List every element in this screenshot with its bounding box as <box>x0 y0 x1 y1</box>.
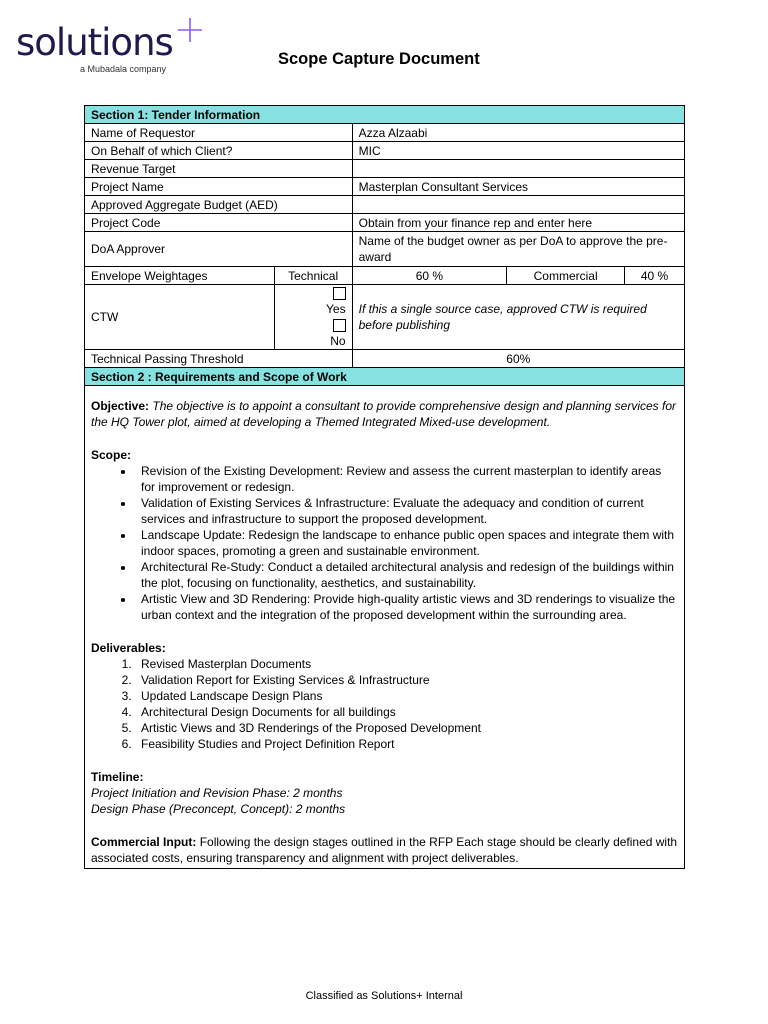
list-item: 4. Architectural Design Documents for all buildings <box>135 704 678 720</box>
list-item: 6. Feasibility Studies and Project Definition Report <box>135 736 678 752</box>
doa-approver-field[interactable]: Name of the budget owner as per DoA to approve the pre-award <box>352 232 684 267</box>
threshold-field[interactable]: 60% <box>352 350 684 368</box>
section1-header-row <box>85 106 685 124</box>
ctw-no-checkbox[interactable] <box>333 319 346 332</box>
revenue-target-field[interactable] <box>352 160 684 178</box>
scope-form-table <box>84 105 685 869</box>
ctw-row <box>85 285 685 350</box>
timeline-item: Project Initiation and Revision Phase: 2 months <box>91 786 343 800</box>
logo-wordmark: solutions <box>16 21 173 64</box>
list-item: 1. Revised Masterplan Documents <box>135 656 678 672</box>
scope-of-work-body <box>85 386 685 869</box>
field-label: Revenue Target <box>85 160 353 178</box>
field-label: Project Code <box>85 214 353 232</box>
requestor-field[interactable]: Azza Alzaabi <box>352 124 684 142</box>
section2-header-row <box>85 368 685 386</box>
page-title: Scope Capture Document <box>278 50 480 68</box>
ctw-no-label: No <box>330 334 346 348</box>
budget-field[interactable] <box>352 196 684 214</box>
project-code-field[interactable]: Obtain from your finance rep and enter here <box>352 214 684 232</box>
commercial-text: Following the design stages outlined in the RFP Each stage should be clearly defined with associated costs, ensuring transparency and alignment with project deliverables. <box>91 835 678 865</box>
ctw-note: If this a single source case, approved CTW is required before publishing <box>352 285 684 350</box>
threshold-row <box>85 350 685 368</box>
scope-body-row <box>85 386 685 869</box>
company-logo <box>16 21 173 74</box>
ctw-yes-checkbox[interactable] <box>333 287 346 300</box>
deliverables-label: Deliverables: <box>91 641 166 655</box>
field-label: DoA Approver <box>85 232 353 267</box>
list-item: 3. Updated Landscape Design Plans <box>135 688 678 704</box>
list-item: • Validation of Existing Services & Infrastructure: Evaluate the adequacy and condition of current services and infrastructure to support the proposed development. <box>135 495 678 527</box>
objective-label: Objective: <box>91 399 150 413</box>
scope-list <box>91 463 678 623</box>
commercial-label: Commercial Input: <box>91 835 197 849</box>
commercial-weight-field[interactable]: 40 % <box>625 267 685 285</box>
ctw-yes-label: Yes <box>326 302 346 316</box>
deliverables-list <box>91 656 678 752</box>
field-label: On Behalf of which Client? <box>85 142 353 160</box>
classification-footer: Classified as Solutions+ Internal <box>305 990 463 1002</box>
commercial-paragraph <box>91 834 678 866</box>
list-item: 2. Validation Report for Existing Services & Infrastructure <box>135 672 678 688</box>
ctw-options <box>274 285 352 350</box>
list-item: • Artistic View and 3D Rendering: Provide high-quality artistic views and 3D renderings to visualize the urban context and the integration of the proposed development within the surrounding area. <box>135 591 678 623</box>
plus-icon <box>176 16 204 44</box>
table-row <box>85 142 685 160</box>
section2-header: Section 2 : Requirements and Scope of Work <box>85 368 685 386</box>
field-label: Project Name <box>85 178 353 196</box>
technical-weight-field[interactable]: 60 % <box>352 267 507 285</box>
field-label: Approved Aggregate Budget (AED) <box>85 196 353 214</box>
list-item: • Revision of the Existing Development: Review and assess the current masterplan to identify areas for improvement or redesign. <box>135 463 678 495</box>
section1-header: Section 1: Tender Information <box>85 106 685 124</box>
project-name-field[interactable]: Masterplan Consultant Services <box>352 178 684 196</box>
list-item: 5. Artistic Views and 3D Renderings of the Proposed Development <box>135 720 678 736</box>
table-row <box>85 160 685 178</box>
field-label: Envelope Weightages <box>85 267 275 285</box>
scope-label: Scope: <box>91 448 132 462</box>
field-label: Name of Requestor <box>85 124 353 142</box>
table-row <box>85 124 685 142</box>
logo-tagline: a Mubadala company <box>80 64 167 74</box>
field-label: CTW <box>85 285 275 350</box>
envelope-row <box>85 267 685 285</box>
technical-label: Technical <box>274 267 352 285</box>
timeline-label: Timeline: <box>91 770 144 784</box>
list-item: • Landscape Update: Redesign the landscape to enhance public open spaces and integrate them with indoor spaces, promoting a green and sustainable environment. <box>135 527 678 559</box>
client-field[interactable]: MIC <box>352 142 684 160</box>
table-row <box>85 214 685 232</box>
field-label: Technical Passing Threshold <box>85 350 353 368</box>
objective-paragraph <box>91 398 678 430</box>
table-row <box>85 196 685 214</box>
table-row <box>85 232 685 267</box>
commercial-label: Commercial <box>507 267 625 285</box>
table-row <box>85 178 685 196</box>
objective-text: The objective is to appoint a consultant to provide comprehensive design and planning services for the HQ Tower plot, aimed at developing a Themed Integrated Mixed-use development. <box>91 399 677 429</box>
timeline-item: Design Phase (Preconcept, Concept): 2 months <box>91 802 346 816</box>
list-item: • Architectural Re-Study: Conduct a detailed architectural analysis and redesign of the buildings within the plot, focusing on functionality, aesthetics, and sustainability. <box>135 559 678 591</box>
